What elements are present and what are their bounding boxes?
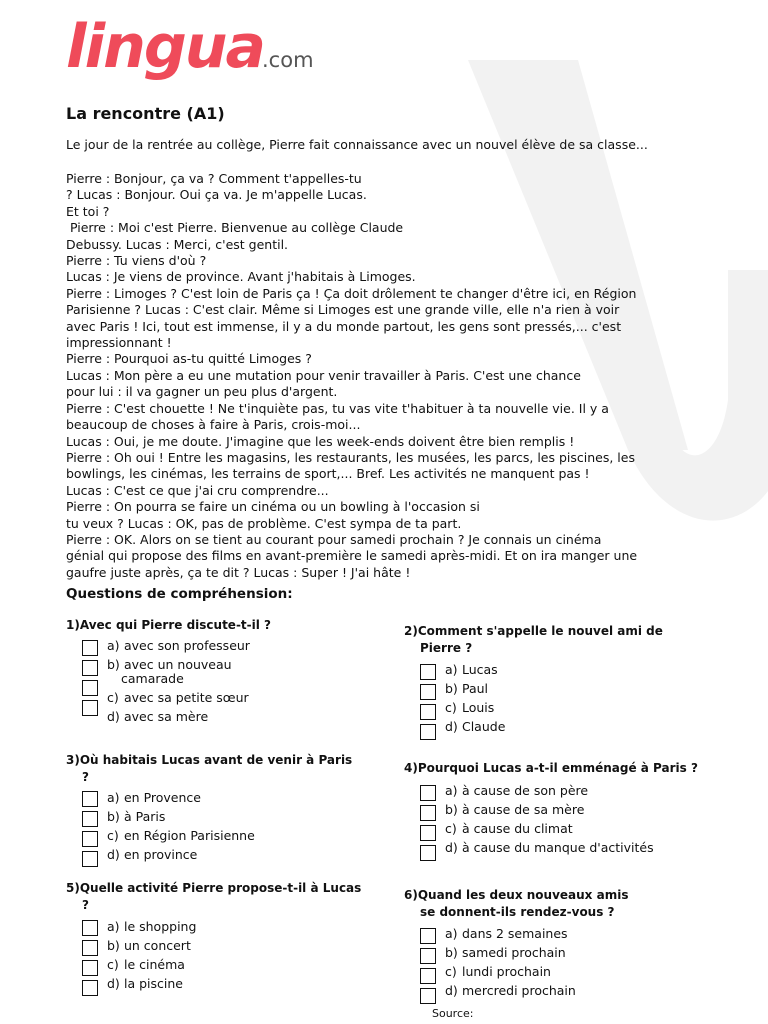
question-3-title: 3)Où habitais Lucas avant de venir à Paris ? [66,753,353,784]
checkbox-1b[interactable] [82,660,98,676]
question-6 [404,887,629,998]
option-5b: b) un concert [107,938,191,953]
option-2d: d) Claude [445,719,506,734]
checkbox-3d[interactable] [82,851,98,867]
dialogue-line: Pierre : Tu viens d'où ? [66,253,207,269]
dialogue-line: ? Lucas : Bonjour. Oui ça va. Je m'appelle Lucas. [66,187,367,203]
dialogue-line: pour lui : il va gagner un peu plus d'argent. [66,384,338,400]
option-6b: b) samedi prochain [445,945,566,960]
question-1 [66,617,272,724]
source-label: Source: [432,1007,474,1020]
question-4 [404,760,698,855]
option-3a: a) en Provence [107,790,201,805]
intro-text: Le jour de la rentrée au collège, Pierre fait connaissance avec un nouvel élève de sa classe... [66,137,648,152]
dialogue-line: Lucas : Oui, je me doute. J'imagine que les week-ends doivent être bien remplis ! [66,433,575,449]
dialogue-line: Lucas : Je viens de province. Avant j'habitais à Limoges. [66,269,416,285]
dialogue-line: tu veux ? Lucas : OK, pas de problème. C'est sympa de ta part. [66,515,462,531]
dialogue-line: Lucas : C'est ce que j'ai cru comprendre... [66,482,329,498]
question-2 [404,623,663,734]
checkbox-1a[interactable] [82,640,98,656]
checkbox-2b[interactable] [420,684,436,700]
logo-main-text: lingua [66,12,264,82]
dialogue-line: bowlings, les cinémas, les terrains de sport,... Bref. Les activités ne manquent pas ! [66,466,590,482]
checkbox-6a[interactable] [420,928,436,944]
checkbox-2d[interactable] [420,724,436,740]
checkbox-1d[interactable] [82,700,98,716]
option-5d: d) la piscine [107,976,183,991]
dialogue-line: Et toi ? [66,203,110,219]
checkbox-1c[interactable] [82,680,98,696]
page-title: La rencontre (A1) [66,104,225,123]
dialogue-line: génial qui propose des films en avant-première le samedi après-midi. Et on ira manger une [66,548,638,564]
option-5c: c) le cinéma [107,957,185,972]
option-3d: d) en province [107,847,198,862]
dialogue-line: Parisienne ? Lucas : C'est clair. Même si Limoges est une grande ville, elle n'a rien à voir [66,302,620,318]
question-2-title: 2)Comment s'appelle le nouvel ami de Pierre ? [404,624,663,655]
checkbox-6c[interactable] [420,968,436,984]
dialogue-line: gaufre juste après, ça te dit ? Lucas : Super ! J'ai hâte ! [66,564,411,580]
question-5 [66,880,362,991]
option-2a: a) Lucas [445,662,498,677]
dialogue-line: Pierre : OK. Alors on se tient au courant pour samedi prochain ? Je connais un cinéma [66,531,602,547]
option-3b: b) à Paris [107,809,166,824]
checkbox-5a[interactable] [82,920,98,936]
option-4b: b) à cause de sa mère [445,801,585,817]
question-4-title: 4)Pourquoi Lucas a-t-il emménagé à Paris ? [404,761,698,775]
option-4d: d) à cause du manque d'activités [445,839,654,855]
checkbox-6d[interactable] [420,988,436,1004]
dialogue-line: Pierre : Pourquoi as-tu quitté Limoges ? [66,351,312,367]
question-1-title: 1)Avec qui Pierre discute-t-il ? [66,618,272,632]
option-6a: a) dans 2 semaines [445,926,568,941]
dialogue-line: Pierre : Limoges ? C'est loin de Paris ça ! Ça doit drôlement te changer d'être ici, en Région [66,285,637,301]
option-6d: d) mercredi prochain [445,983,576,998]
option-6c: c) lundi prochain [445,964,551,979]
dialogue-line: Debussy. Lucas : Merci, c'est gentil. [66,236,289,252]
question-5-title: 5)Quelle activité Pierre propose-t-il à Lucas ? [66,881,362,912]
checkbox-3c[interactable] [82,831,98,847]
dialogue-line: Lucas : Mon père a eu une mutation pour venir travailler à Paris. C'est une chance [66,367,581,383]
option-4c: c) à cause du climat [445,820,573,836]
option-1a: a) avec son professeur [107,637,250,653]
dialogue-line: Pierre : C'est chouette ! Ne t'inquiète pas, tu vas vite t'habituer à ta nouvelle vie. Il y a [66,400,609,416]
checkbox-5d[interactable] [82,980,98,996]
option-1d: d) avec sa mère [107,708,209,724]
checkbox-3b[interactable] [82,811,98,827]
checkbox-5b[interactable] [82,940,98,956]
option-5a: a) le shopping [107,919,197,934]
option-4a: a) à cause de son père [445,782,589,798]
option-1c: c) avec sa petite sœur [107,689,249,705]
option-2c: c) Louis [445,700,495,715]
dialogue-line: Pierre : Moi c'est Pierre. Bienvenue au collège Claude [66,220,404,236]
checkbox-4d[interactable] [420,845,436,861]
questions-heading: Questions de compréhension: [66,586,293,602]
option-2b: b) Paul [445,681,489,696]
question-6-title: 6)Quand les deux nouveaux amis se donnent-ils rendez-vous ? [404,888,629,919]
option-1b-continued: camarade [121,670,184,686]
question-3 [66,752,353,862]
checkbox-5c[interactable] [82,960,98,976]
dialogue-line: avec Paris ! Ici, tout est immense, il y a du monde partout, les gens sont pressés,... c'est [66,318,622,334]
logo-suffix-text: .com [262,48,314,72]
checkbox-4c[interactable] [420,825,436,841]
dialogue-line: Pierre : On pourra se faire un cinéma ou un bowling à l'occasion si [66,499,480,515]
dialogue-line: impressionnant ! [66,335,172,351]
checkbox-2c[interactable] [420,704,436,720]
checkbox-4b[interactable] [420,805,436,821]
dialogue-line: Pierre : Oh oui ! Entre les magasins, les restaurants, les musées, les parcs, les piscines, les [66,449,635,465]
checkbox-3a[interactable] [82,791,98,807]
option-1b: b) avec un nouveau [107,656,232,672]
lingua-logo[interactable] [66,12,314,82]
option-3c: c) en Région Parisienne [107,828,255,843]
dialogue-text [66,171,706,581]
dialogue-line: Pierre : Bonjour, ça va ? Comment t'appelles-tu [66,171,362,186]
checkbox-2a[interactable] [420,664,436,680]
dialogue-line: beaucoup de choses à faire à Paris, crois-moi... [66,417,361,433]
checkbox-6b[interactable] [420,948,436,964]
checkbox-4a[interactable] [420,785,436,801]
